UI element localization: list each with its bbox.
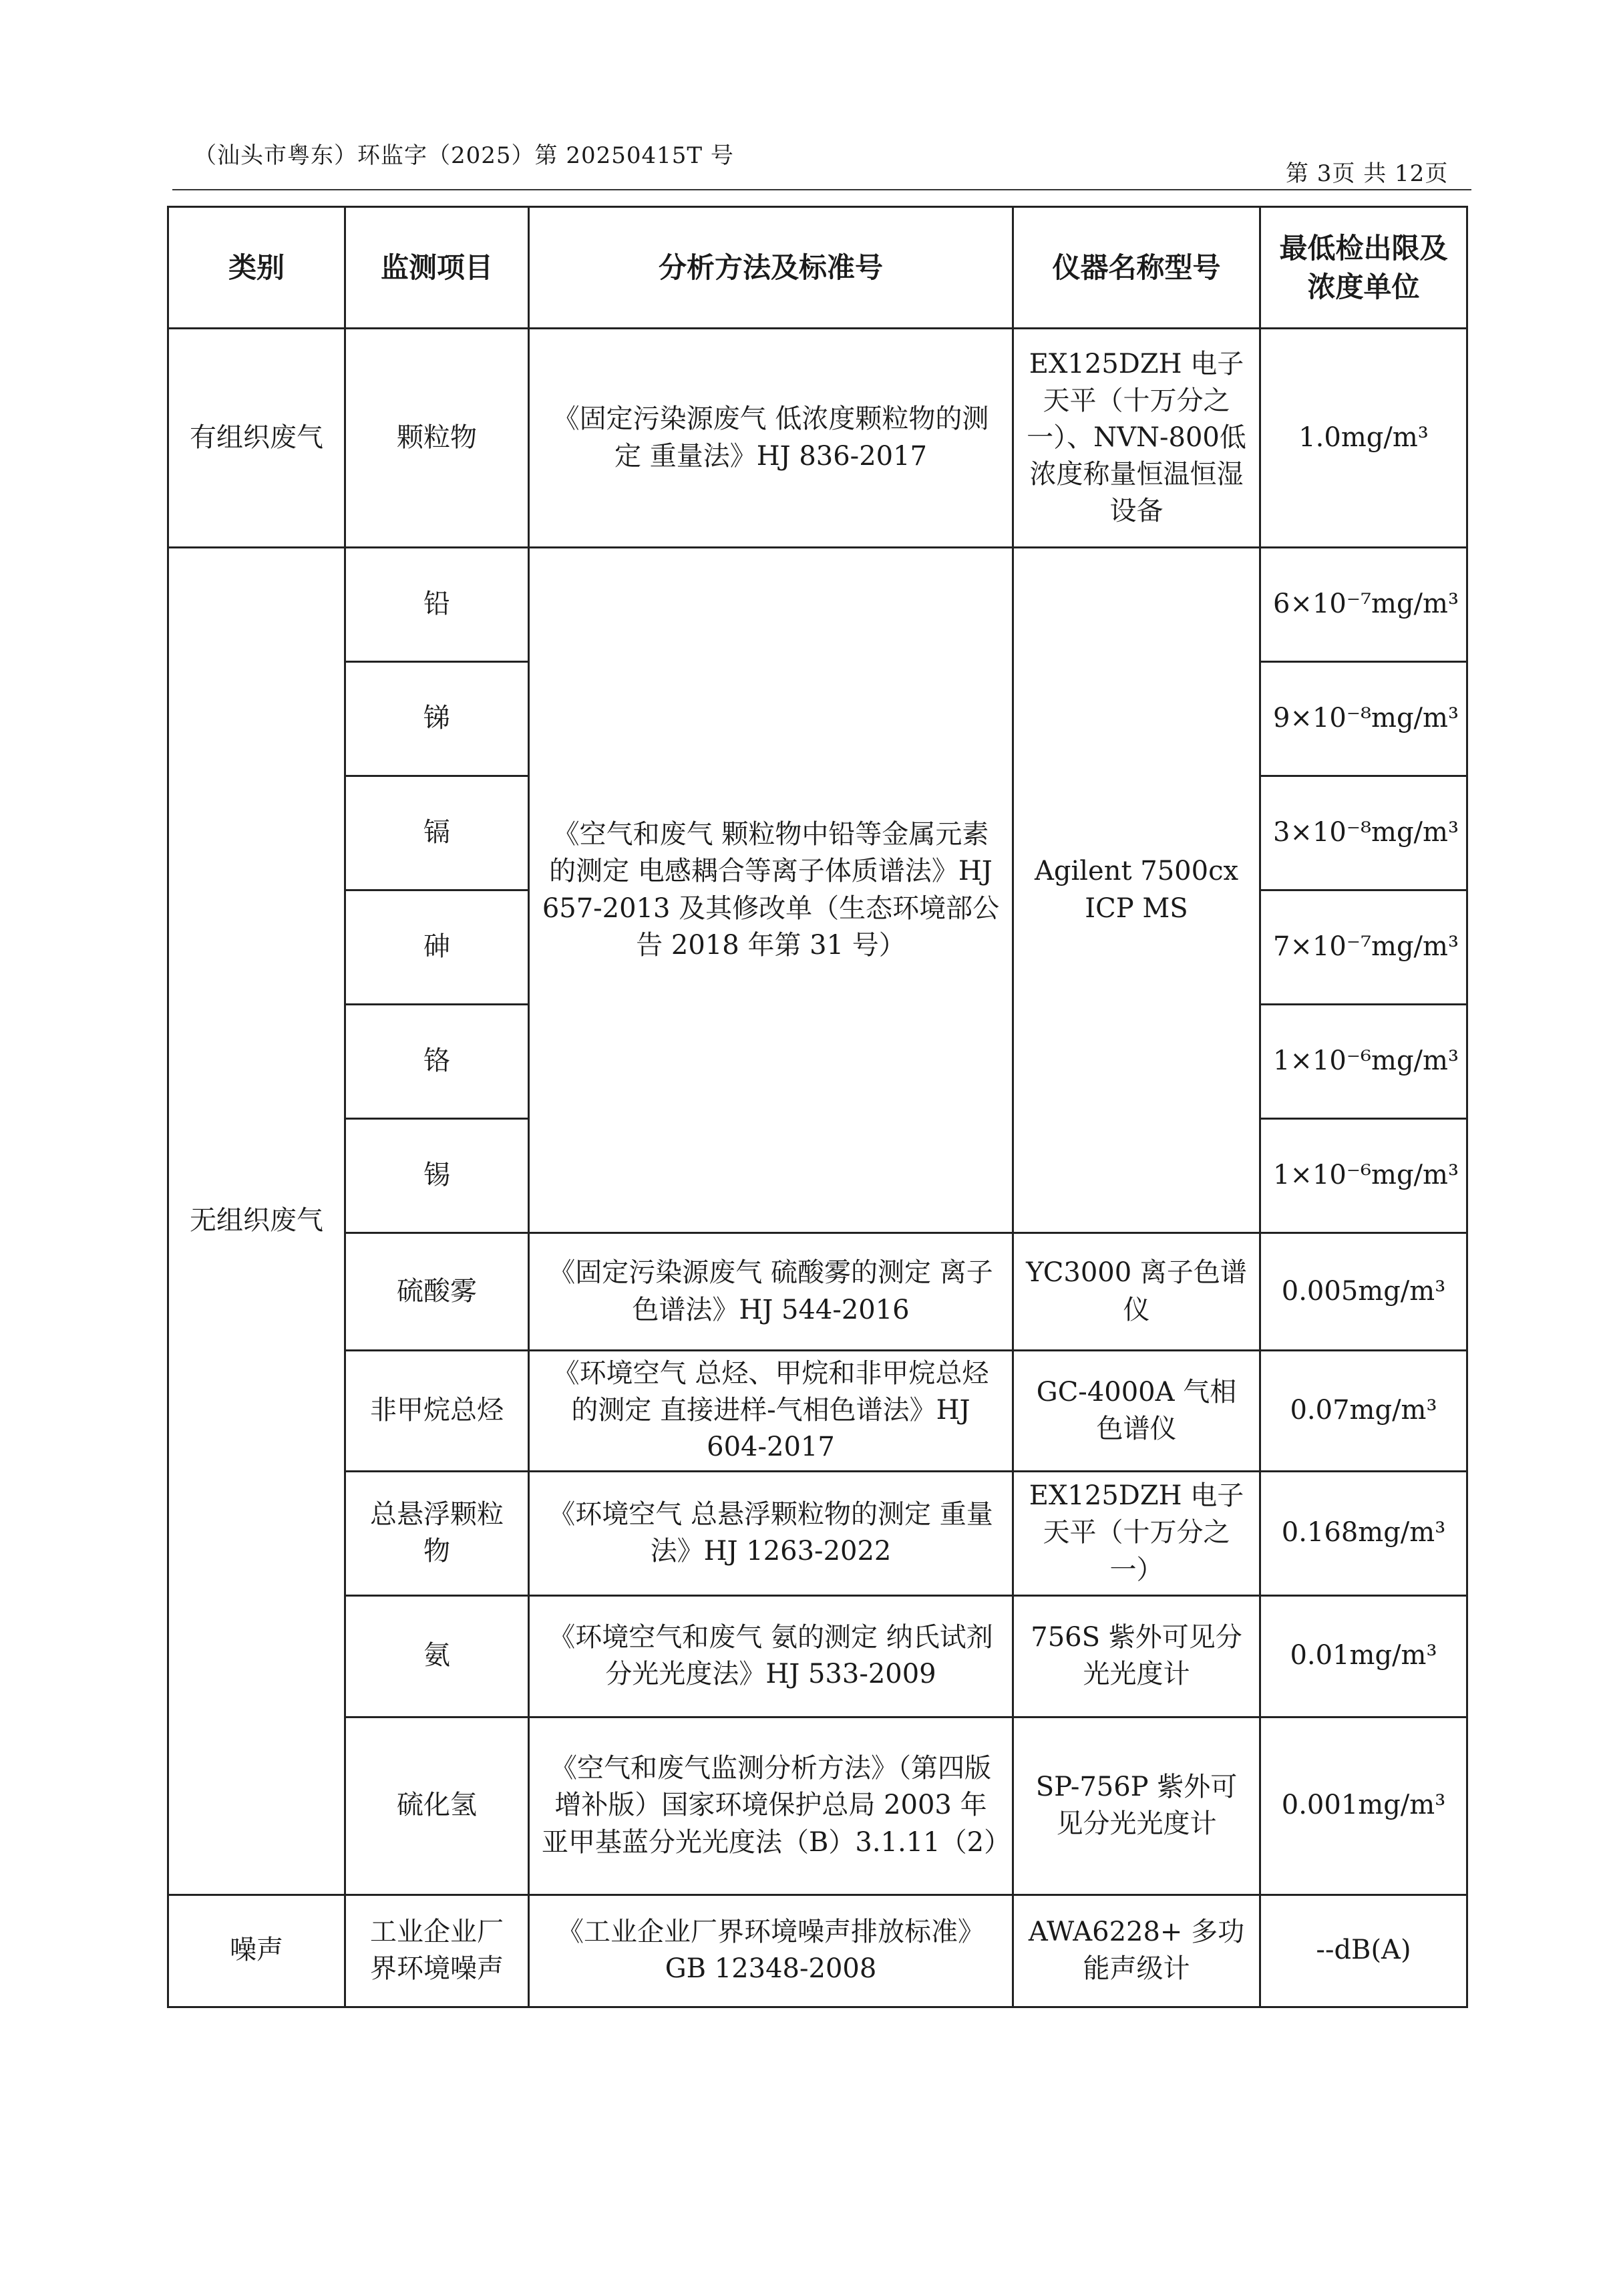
instrument-cell: 756S 紫外可见分光光度计 <box>1013 1595 1260 1717</box>
table-row <box>168 1351 1467 1472</box>
instrument-cell: YC3000 离子色谱仪 <box>1013 1233 1260 1351</box>
header-category: 类别 <box>168 207 345 329</box>
instrument-cell: Agilent 7500cx ICP MS <box>1013 548 1260 1233</box>
method-cell: 《空气和废气 颗粒物中铅等金属元素的测定 电感耦合等离子体质谱法》HJ 657-2013 及其修改单（生态环境部公告 2018 年第 31 号） <box>529 548 1013 1233</box>
item-cell: 锡 <box>345 1119 529 1233</box>
instrument-cell: GC-4000A 气相色谱仪 <box>1013 1351 1260 1472</box>
table-row <box>168 329 1467 548</box>
page-info: 第 3页 共 12页 <box>1286 160 1449 187</box>
limit-cell: 1×10⁻⁶mg/m³ <box>1260 1119 1467 1233</box>
item-cell: 砷 <box>345 890 529 1005</box>
instrument-cell: AWA6228+ 多功能声级计 <box>1013 1895 1260 2007</box>
limit-cell: 0.168mg/m³ <box>1260 1471 1467 1595</box>
limit-cell: 0.01mg/m³ <box>1260 1595 1467 1717</box>
header-limit: 最低检出限及浓度单位 <box>1260 207 1467 329</box>
limit-cell: 0.005mg/m³ <box>1260 1233 1467 1351</box>
method-cell: 《固定污染源废气 硫酸雾的测定 离子色谱法》HJ 544-2016 <box>529 1233 1013 1351</box>
item-cell: 锑 <box>345 662 529 776</box>
item-cell: 硫化氢 <box>345 1717 529 1895</box>
limit-cell: 7×10⁻⁷mg/m³ <box>1260 890 1467 1005</box>
method-cell: 《空气和废气监测分析方法》（第四版增补版）国家环境保护总局 2003 年 亚甲基蓝分光光度法（B）3.1.11（2） <box>529 1717 1013 1895</box>
limit-cell: --dB(A) <box>1260 1895 1467 2007</box>
item-cell: 铅 <box>345 548 529 662</box>
category-cell: 无组织废气 <box>168 548 345 1895</box>
item-cell: 氨 <box>345 1595 529 1717</box>
method-cell: 《工业企业厂界环境噪声排放标准》GB 12348-2008 <box>529 1895 1013 2007</box>
item-cell: 总悬浮颗粒物 <box>345 1471 529 1595</box>
table-row <box>168 1717 1467 1895</box>
table-row <box>168 1471 1467 1595</box>
table-header-row <box>168 207 1467 329</box>
table-row <box>168 548 1467 662</box>
item-cell: 非甲烷总烃 <box>345 1351 529 1472</box>
item-cell: 镉 <box>345 776 529 890</box>
method-cell: 《固定污染源废气 低浓度颗粒物的测定 重量法》HJ 836-2017 <box>529 329 1013 548</box>
header-instrument: 仪器名称型号 <box>1013 207 1260 329</box>
method-cell: 《环境空气和废气 氨的测定 纳氏试剂分光光度法》HJ 533-2009 <box>529 1595 1013 1717</box>
category-cell: 有组织废气 <box>168 329 345 548</box>
method-cell: 《环境空气 总悬浮颗粒物的测定 重量法》HJ 1263-2022 <box>529 1471 1013 1595</box>
item-cell: 工业企业厂界环境噪声 <box>345 1895 529 2007</box>
instrument-cell: EX125DZH 电子天平（十万分之一） <box>1013 1471 1260 1595</box>
table-row <box>168 1233 1467 1351</box>
limit-cell: 1.0mg/m³ <box>1260 329 1467 548</box>
item-cell: 铬 <box>345 1005 529 1119</box>
report-number: （汕头市粤东）环监字（2025）第 20250415T 号 <box>194 142 734 169</box>
table-row <box>168 1595 1467 1717</box>
limit-cell: 0.001mg/m³ <box>1260 1717 1467 1895</box>
limit-cell: 9×10⁻⁸mg/m³ <box>1260 662 1467 776</box>
item-cell: 颗粒物 <box>345 329 529 548</box>
table-row <box>168 1895 1467 2007</box>
header-method: 分析方法及标准号 <box>529 207 1013 329</box>
header-item: 监测项目 <box>345 207 529 329</box>
instrument-cell: EX125DZH 电子天平（十万分之一）、NVN-800低浓度称量恒温恒湿设备 <box>1013 329 1260 548</box>
category-cell: 噪声 <box>168 1895 345 2007</box>
method-cell: 《环境空气 总烃、甲烷和非甲烷总烃的测定 直接进样-气相色谱法》HJ 604-2017 <box>529 1351 1013 1472</box>
instrument-cell: SP-756P 紫外可见分光光度计 <box>1013 1717 1260 1895</box>
limit-cell: 6×10⁻⁷mg/m³ <box>1260 548 1467 662</box>
monitoring-methods-table <box>167 206 1468 2008</box>
limit-cell: 3×10⁻⁸mg/m³ <box>1260 776 1467 890</box>
limit-cell: 1×10⁻⁶mg/m³ <box>1260 1005 1467 1119</box>
limit-cell: 0.07mg/m³ <box>1260 1351 1467 1472</box>
item-cell: 硫酸雾 <box>345 1233 529 1351</box>
header-divider <box>172 189 1471 190</box>
